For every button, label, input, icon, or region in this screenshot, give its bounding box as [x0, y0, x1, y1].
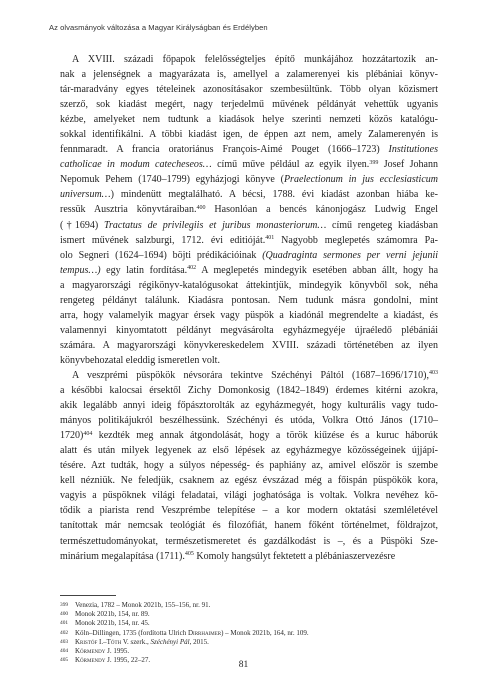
text-segment: catholicae in modum catecheseos… — [60, 159, 212, 171]
footnote-number: 405 — [60, 657, 69, 664]
text-segment: Komoly hangsúlyt fektetett a plébániaszervezésre — [193, 550, 396, 562]
text-segment: mányos politikájukról beszélhessünk. Széchényi és utóda, Volkra Ottó János (1710– — [60, 415, 438, 427]
text-segment: Dirrhaimer — [187, 628, 222, 637]
text-segment: könyvbehozatal eleddig ismeretlen volt. — [60, 354, 220, 366]
text-segment: a magyarországi régikönyv-katalógusokat áttekintjük, mindegyik könyvből sok, néha — [60, 279, 438, 291]
text-segment: nak a jelenségnek a magyarázata is, amellyel a zalamerenyei kis plébániai könyv- — [60, 69, 438, 81]
footnote-number: 401 — [60, 620, 69, 627]
text-segment: arra, hogy valamelyik magyar érsek vagy püspök a kiadónál megrendelte a kiadást, és — [60, 309, 438, 321]
text-segment: Tóth — [106, 637, 122, 646]
footnote-number: 403 — [60, 638, 69, 645]
footnote — [60, 638, 438, 647]
text-segment: Tractatus de privilegiis et juribus monasteriorum… — [104, 219, 327, 231]
text-line — [60, 112, 438, 127]
footnote-ref: 401 — [265, 235, 275, 242]
footnote-ref: 405 — [184, 551, 194, 558]
text-segment: fennmaradt. A francia oratoriánus François-Aimé Pouget (1666–1723) — [60, 144, 389, 156]
text-segment: ressük Ausztria könyvtáraiban. — [60, 204, 197, 216]
text-segment: a későbbi kalocsai érsektől Zichy Domonkosig (1842–1849) érdemes kitérni azokra, — [60, 385, 438, 397]
body-text — [60, 52, 438, 564]
text-segment: tempus…) — [60, 264, 101, 276]
text-line — [60, 97, 438, 112]
text-line — [60, 82, 438, 97]
text-segment: számára. A magyarországi könyvkereskedelem XVIII. századi történetében az ilyen — [60, 339, 438, 351]
text-line — [60, 127, 438, 142]
text-segment: Monok 2021b, 154, nr. 45. — [75, 619, 150, 628]
footnote — [60, 610, 438, 619]
footnote-ref: 404 — [83, 430, 93, 437]
footnote — [60, 619, 438, 628]
text-line — [60, 323, 438, 338]
text-line — [60, 398, 438, 413]
text-segment: I.– — [97, 637, 107, 646]
text-segment: 1720) — [60, 430, 84, 442]
text-segment: Monok 2021b, 154, nr. 89. — [75, 610, 150, 619]
text-line — [60, 263, 438, 278]
text-segment: Nagyobb meglepetés számomra Pa- — [274, 234, 438, 246]
text-segment: Josef Johann — [378, 159, 438, 171]
text-segment: kell nézniük. Ne feledjük, csaknem az egész évszázad még a főispán püspökök kora, — [60, 475, 438, 487]
text-line — [60, 368, 438, 383]
text-segment: tésére. Azt tudták, hogy a súlyos népesség- és paphiány az, amivel először is szembe — [60, 460, 438, 472]
text-segment: , 2015. — [189, 637, 209, 646]
footnote-ref: 402 — [187, 265, 197, 272]
text-segment: sokkal identifikálni. A többi kiadást igen, de éppen azt nem, amely Zalamerenyén is — [60, 129, 438, 141]
text-segment: kézbe, amelyeket nem tudtunk a kiadások helye szerinti nemzeti közös katalógu- — [60, 114, 438, 126]
text-segment: tődik a piarista rend Veszprémbe telepítése – a kor modern oktatási szemléletével — [60, 505, 438, 517]
text-line — [60, 353, 438, 368]
text-line — [60, 157, 438, 172]
text-segment: ) mindenütt megtalálható. A bécsi, 1788. évi kiadást azonban hiába ke- — [110, 189, 438, 201]
text-segment: akik legalább annyi ideig főpásztorolták az egyházmegyét, hogy kulturális vagy tudo- — [60, 400, 438, 412]
footnote-ref: 399 — [369, 159, 379, 166]
footnote-number: 400 — [60, 611, 69, 618]
footnote-ref: 400 — [196, 204, 206, 211]
text-segment: (†1694) — [60, 219, 104, 231]
text-segment: J. 1995. — [105, 647, 130, 656]
text-line — [60, 488, 438, 503]
text-segment: V. szerk., — [121, 637, 151, 646]
text-segment: Körmendy — [75, 656, 106, 665]
text-segment: című rengeteg kiadásban — [326, 219, 438, 231]
text-segment: Venezia, 1782 – Monok 2021b, 155–156, nr. 91. — [75, 601, 211, 609]
text-segment: Nepomuk Pehem (1740–1799) egyházjogi könyve ( — [60, 174, 284, 186]
text-segment: Praelectionum in jus ecclesiasticum — [283, 174, 438, 186]
text-line — [60, 534, 438, 549]
text-line — [60, 142, 438, 157]
text-line — [60, 67, 438, 82]
footnote-ref: 403 — [429, 370, 438, 377]
text-line — [60, 202, 438, 217]
text-segment: Széchényi Pál — [150, 637, 190, 646]
text-line — [60, 278, 438, 293]
text-segment: rengeteg példányt találunk. Kiadásra pontosan. Nem tudunk másra gondolni, mint — [60, 294, 438, 306]
text-segment: minárium megalapítása (1711). — [60, 550, 185, 562]
text-line — [60, 383, 438, 398]
text-segment: universum… — [60, 189, 111, 201]
text-segment: szerző, sok kiadást megért, nagy terjedelmű művének példányát vehettük ugyanis — [60, 99, 438, 111]
text-segment: (Quadraginta sermones per verni jejunii — [262, 249, 438, 261]
text-line — [60, 458, 438, 473]
text-segment: Kristóf — [75, 637, 98, 646]
text-segment: olo Segneri (1624–1694) böjti prédikációinak — [60, 249, 263, 261]
footnote-number: 402 — [60, 629, 69, 636]
text-line — [60, 428, 438, 443]
footnote-number: 404 — [60, 648, 69, 655]
text-line — [60, 413, 438, 428]
text-segment: kezdték meg annak átgondolását, hogy a török kiűzése és a kuruc háborúk — [92, 430, 438, 442]
footnote — [60, 629, 438, 638]
text-segment: egy latin fordítása. — [100, 264, 188, 276]
text-segment: ismert művének salzburgi, 1712. évi editióját. — [60, 234, 266, 246]
text-segment: Institutiones — [388, 144, 438, 156]
text-line — [60, 308, 438, 323]
text-line — [60, 518, 438, 533]
text-segment: Köln–Dillingen, 1735 (fordította Ulrich — [75, 628, 188, 637]
text-segment: Hasonlóan a bencés kánonjogász Ludwig Engel — [205, 204, 438, 216]
text-segment: című műve például az egyik ilyen. — [211, 159, 370, 171]
text-segment: tanítottak már nemcsak teológiát és filozófiát, hanem főként történelmet, földrajzot, — [60, 520, 438, 532]
text-segment: valamennyi kinyomtatott példányt megvásárolta egyházmegyéje újraéledő plébániái — [60, 324, 438, 336]
text-segment: A XVIII. századi főpapok felelősségteljes építő munkájához hozzátartozik an- — [72, 54, 438, 65]
text-segment: ) – Monok 2021b, 164, nr. 109. — [221, 628, 309, 637]
text-segment: vagyis a püspöknek világi feladatai, világi joghatósága is voltak. Volkra nevéhez kö- — [60, 490, 438, 502]
text-line — [60, 503, 438, 518]
text-segment: Körmendy — [75, 647, 106, 656]
text-segment: tár-maradvány egyes tételeinek azonosításakor szembesültünk. Több olyan közismert — [60, 84, 438, 96]
text-line — [60, 473, 438, 488]
text-segment: A veszprémi püspökök névsorára tekintve Széchényi Páltól (1687–1696/1710), — [72, 369, 429, 381]
text-segment: alatt és után milyek legyenek az első lépések az egyházmegye közösségeinek újjápí- — [60, 445, 438, 457]
text-line — [60, 172, 438, 187]
text-line — [60, 293, 438, 308]
footnote — [60, 647, 438, 656]
text-line — [60, 248, 438, 263]
footnote-number: 399 — [60, 602, 69, 608]
text-segment: természettudományokat, természetismeretet és gazdálkodást is –, és a Püspöki Sze- — [60, 535, 438, 547]
text-line — [60, 233, 438, 248]
text-segment: J. 1995, 22–27. — [105, 656, 151, 665]
text-segment: A meglepetés mindegyik esetében abban állt, hogy ha — [196, 264, 439, 276]
footnote — [60, 601, 438, 610]
text-line — [60, 187, 438, 202]
text-line — [60, 549, 438, 564]
footnotes — [60, 601, 438, 665]
text-line — [60, 338, 438, 353]
running-head: Az olvasmányok változása a Magyar Királyságban és Erdélyben — [49, 23, 268, 32]
text-line — [60, 52, 438, 67]
text-line — [60, 218, 438, 233]
text-line — [60, 443, 438, 458]
page-number: 81 — [238, 660, 249, 670]
footnote-rule — [60, 595, 116, 596]
